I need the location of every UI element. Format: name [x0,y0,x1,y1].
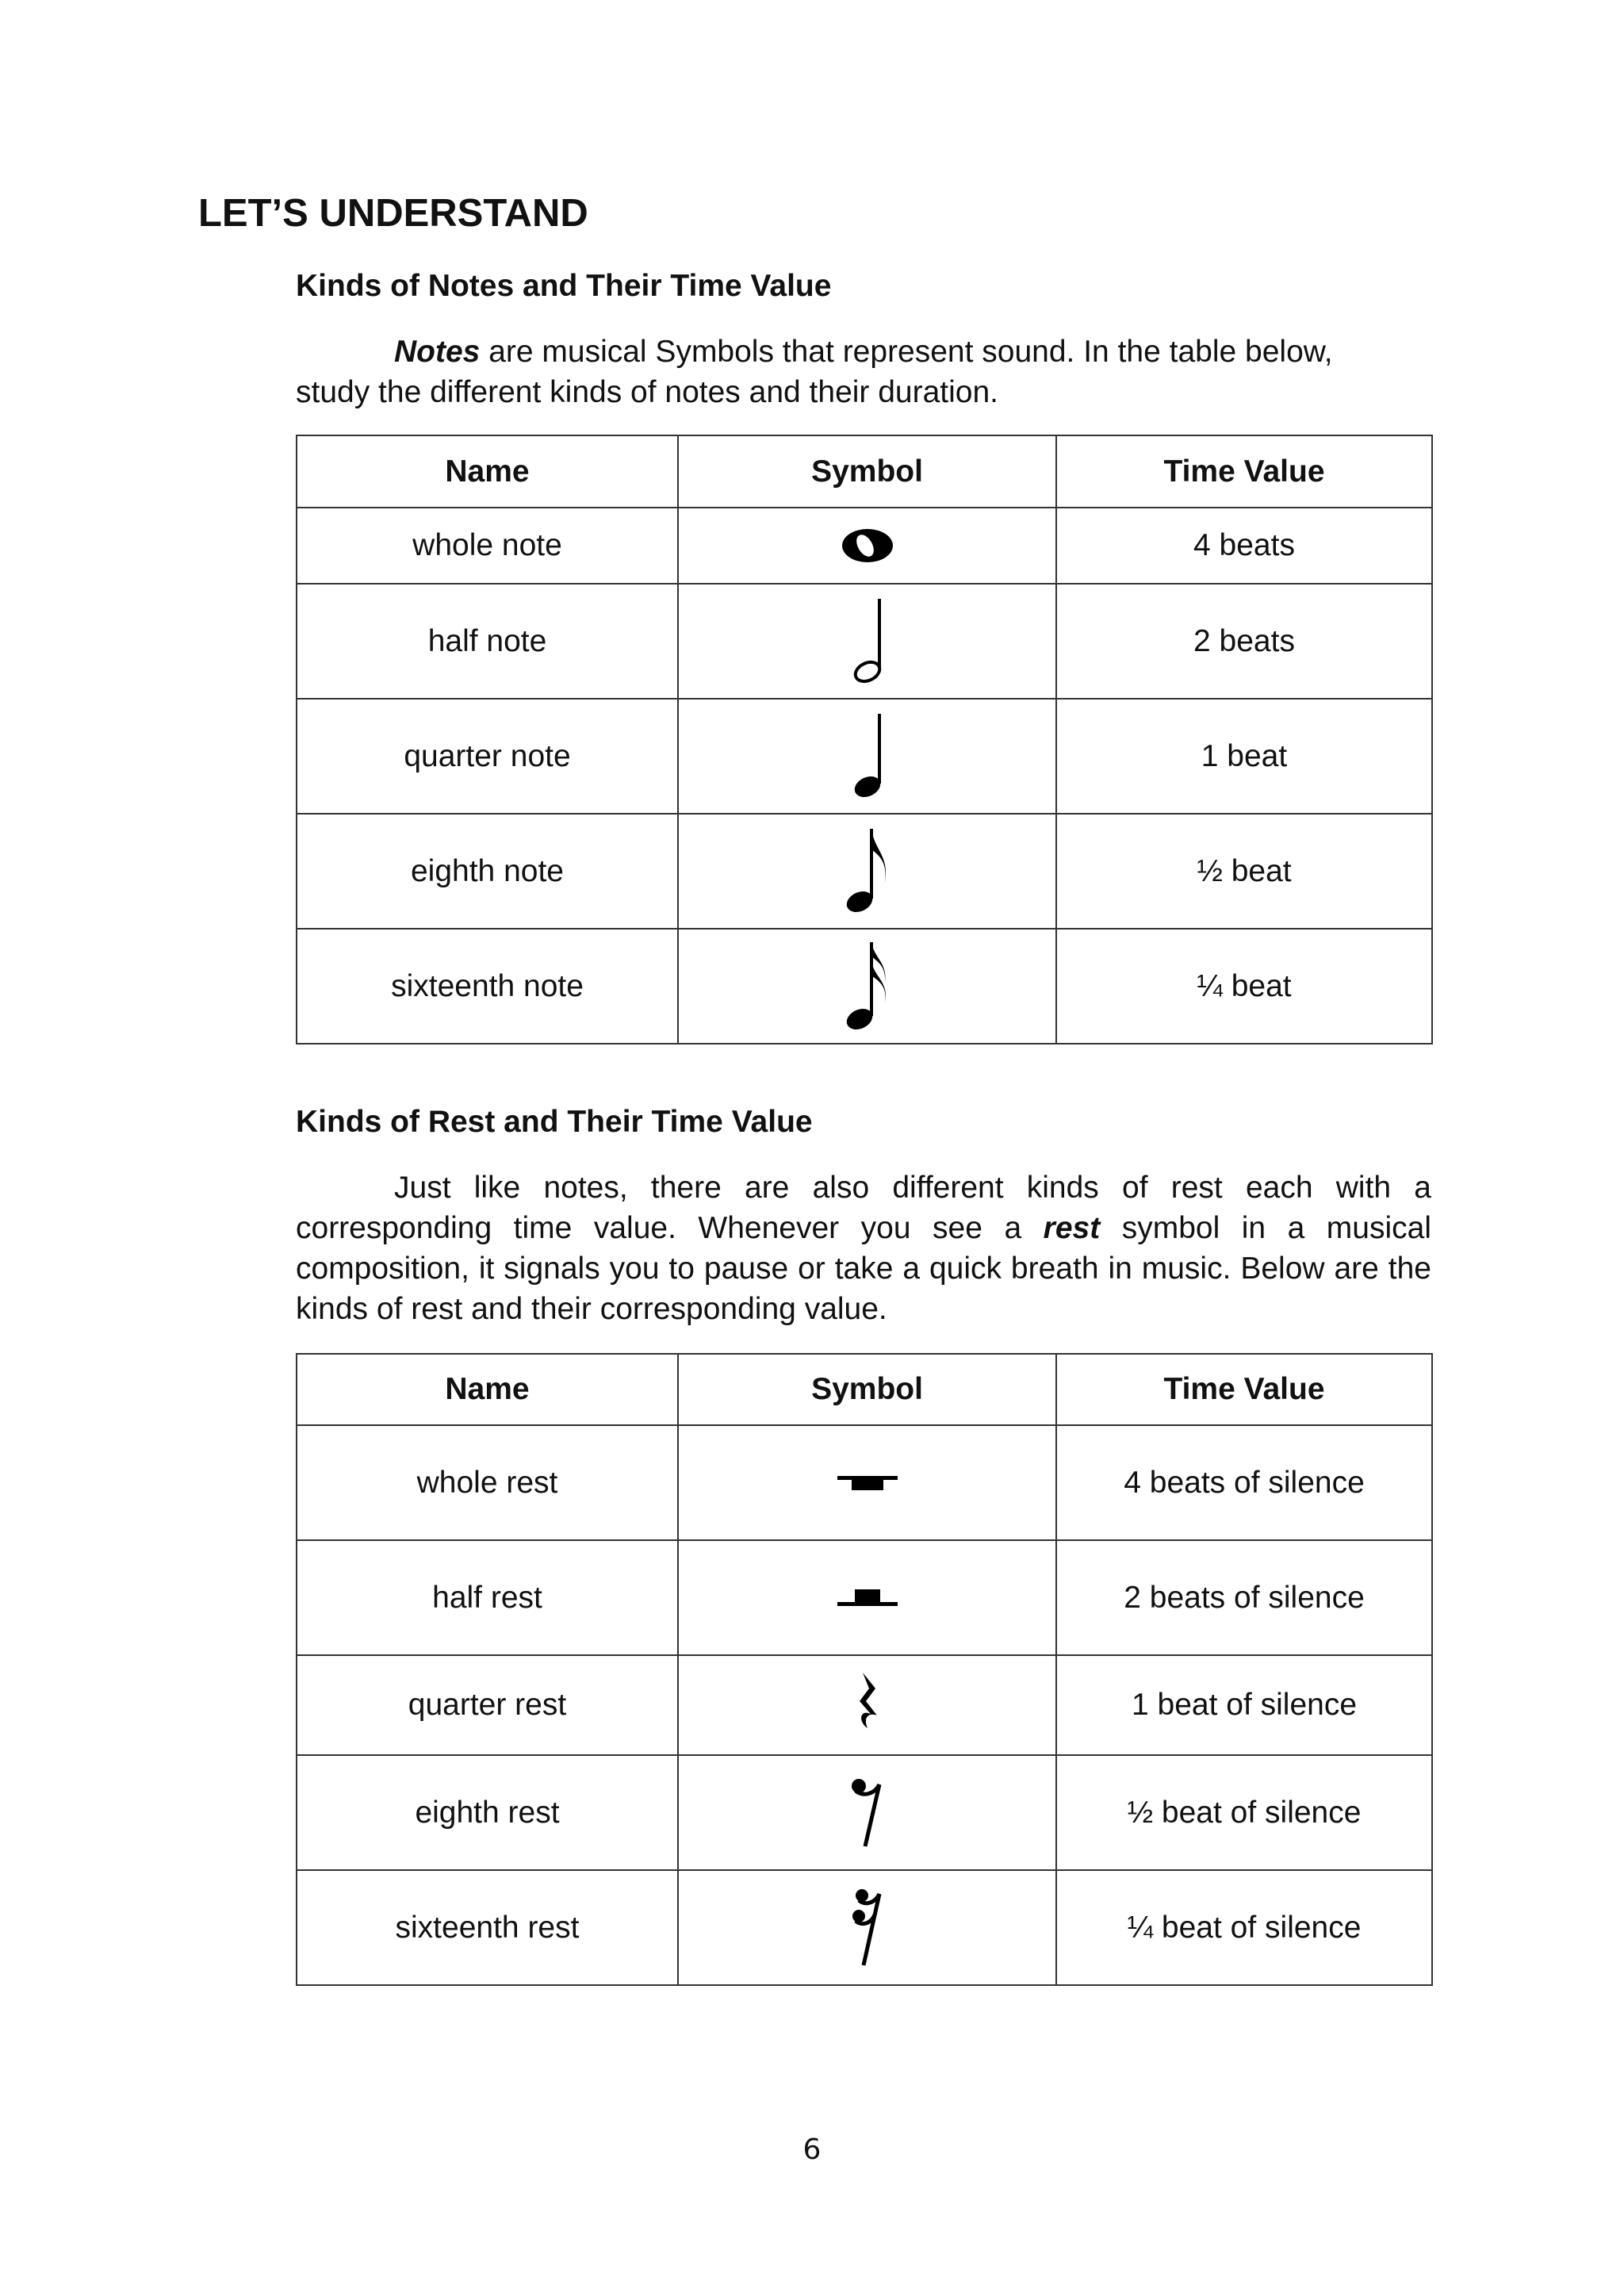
sixteenth-rest-icon [848,1886,887,1969]
notes-intro-line2: study the different kinds of notes and their duration. [296,375,999,409]
rests-para-part2: symbol in a musical composition, it signals you to pause or take a quick breath in music. Below are the kinds of rest and their corresponding value. [296,1211,1431,1326]
notes-header-time-value: Time Value [1056,435,1432,508]
note-time-value: 1 beat [1056,699,1432,814]
rests-section-title: Kinds of Rest and Their Time Value [296,1105,813,1139]
page-heading: LET’S UNDERSTAND [198,192,588,235]
note-name: whole note [297,508,678,584]
rest-symbol-cell [678,1425,1056,1540]
eighth-rest-icon [848,1775,887,1850]
table-row [297,1655,1432,1755]
rests-header-symbol: Symbol [678,1354,1056,1425]
rest-time-value: ¼ beat of silence [1056,1870,1432,1985]
rests-header-time-value: Time Value [1056,1354,1432,1425]
table-row [297,699,1432,814]
rest-name: whole rest [297,1425,678,1540]
whole-note-icon [840,526,895,565]
rest-name: eighth rest [297,1755,678,1870]
rest-time-value: 4 beats of silence [1056,1425,1432,1540]
notes-table [296,435,1433,1045]
rests-intro-paragraph [296,1167,1431,1329]
note-time-value: 2 beats [1056,584,1432,699]
note-symbol-cell [678,584,1056,699]
rests-table-header-row [297,1354,1432,1425]
table-row [297,814,1432,929]
rest-time-value: 2 beats of silence [1056,1540,1432,1655]
table-row [297,584,1432,699]
eighth-note-icon [844,826,891,917]
notes-table-header-row [297,435,1432,508]
rest-symbol-cell [678,1755,1056,1870]
notes-intro-paragraph [296,332,1431,412]
rests-header-name: Name [297,1354,678,1425]
notes-header-symbol: Symbol [678,435,1056,508]
rest-term: rest [1043,1211,1101,1245]
table-row [297,1755,1432,1870]
note-symbol-cell [678,929,1056,1044]
page-number: 6 [802,2133,822,2166]
note-time-value: ¼ beat [1056,929,1432,1044]
rests-para-part1: Just like notes, there are also different kinds of rest each with a corresponding time value. Whenever you see a [296,1171,1431,1245]
note-name: half note [297,584,678,699]
sixteenth-note-icon [844,939,891,1034]
rest-name: quarter rest [297,1655,678,1755]
half-note-icon [848,596,887,687]
notes-section-title: Kinds of Notes and Their Time Value [296,269,832,303]
note-name: sixteenth note [297,929,678,1044]
rests-table [296,1353,1433,1986]
note-name: quarter note [297,699,678,814]
table-row [297,508,1432,584]
rest-name: half rest [297,1540,678,1655]
notes-header-name: Name [297,435,678,508]
note-time-value: 4 beats [1056,508,1432,584]
rest-symbol-cell [678,1655,1056,1755]
note-time-value: ½ beat [1056,814,1432,929]
rest-time-value: ½ beat of silence [1056,1755,1432,1870]
note-name: eighth note [297,814,678,929]
note-symbol-cell [678,814,1056,929]
rest-time-value: 1 beat of silence [1056,1655,1432,1755]
note-symbol-cell [678,699,1056,814]
table-row [297,1870,1432,1985]
quarter-note-icon [848,711,887,802]
notes-term: Notes [394,335,481,369]
note-symbol-cell [678,508,1056,584]
rest-symbol-cell [678,1870,1056,1985]
rest-symbol-cell [678,1540,1056,1655]
notes-intro-line1: are musical Symbols that represent sound. In the table below, [480,335,1333,369]
half-rest-icon [836,1585,899,1612]
quarter-rest-icon [852,1669,883,1741]
rest-name: sixteenth rest [297,1870,678,1985]
table-row [297,1540,1432,1655]
whole-rest-icon [836,1471,899,1495]
table-row [297,1425,1432,1540]
table-row [297,929,1432,1044]
